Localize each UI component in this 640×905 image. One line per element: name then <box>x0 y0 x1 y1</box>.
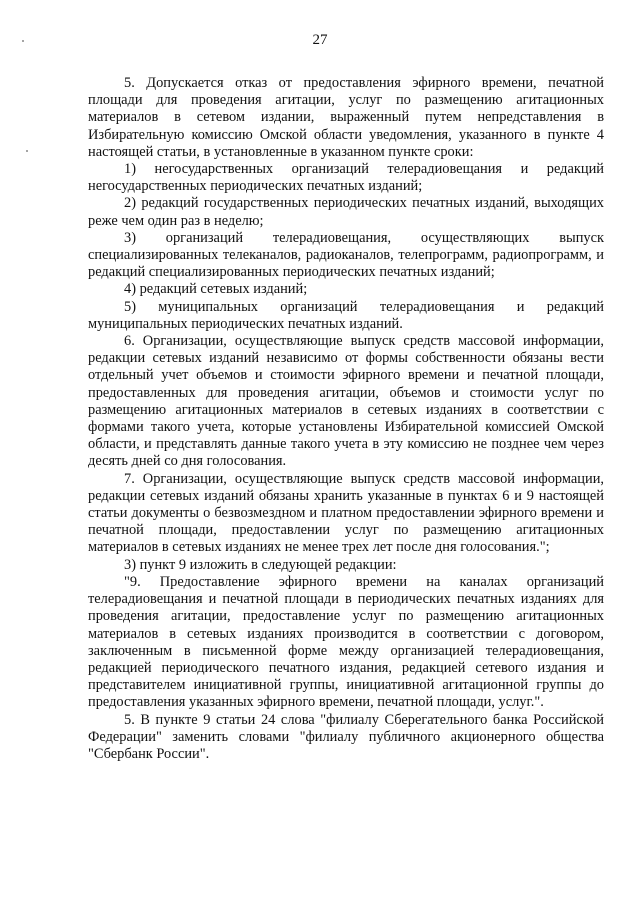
document-body <box>88 75 604 763</box>
subitem-5: 5) муниципальных организаций телерадиовещания и редакций муниципальных периодических печатных изданий. <box>88 298 604 332</box>
scan-speck <box>26 150 28 152</box>
paragraph-item-5: 5. Допускается отказ от предоставления эфирного времени, печатной площади для проведения агитации, услуг по размещению агитационных материалов в сетевом издании, выраженный путем непредставления в Избирательную комиссию Омской области уведомления, указанного в пункте 4 настоящей статьи, в установленные в указанном пункте сроки: <box>88 75 604 160</box>
subitem-3: 3) организаций телерадиовещания, осуществляющих выпуск специализированных телеканалов, радиоканалов, телепрограмм, радиопрограмм, и редакций специализированных периодических печатных изданий; <box>88 229 604 281</box>
amendment-point-3: 3) пункт 9 изложить в следующей редакции: <box>124 556 397 573</box>
subitem-1: 1) негосударственных организаций телерадиовещания и редакций негосударственных периодических печатных изданий; <box>88 161 604 195</box>
paragraph-item-9: "9. Предоставление эфирного времени на каналах организаций телерадиовещания и печатной площади в периодических печатных изданиях для проведения агитации, предоставление услуг по размещению агитационных материалов в сетевых изданиях производится в соответствии с договором, заключенным в письменной форме между организацией телерадиовещания, редакцией периодического печатного издания, редакцией сетевого издания и представителем инициативной группы, инициативной агитационной группы до предоставления указанных эфирного времени, печатной площади, услуг.". <box>88 573 604 711</box>
paragraph-item-6: 6. Организации, осуществляющие выпуск средств массовой информации, редакции сетевых изданий независимо от формы собственности обязаны вести отдельный учет объемов и стоимости эфирного времени и печатной площади, предоставленных для проведения агитации, объемов и стоимости услуг по размещению агитационных материалов в сетевых изданиях в соответствии с формами такого учета, которые установлены Избирательной комиссией Омской области, и представлять данные такого учета в эту комиссию не позднее чем через десять дней со дня голосования. <box>88 333 604 470</box>
paragraph-item-7: 7. Организации, осуществляющие выпуск средств массовой информации, редакции сетевых изданий обязаны хранить указанные в пунктах 6 и 9 настоящей статьи документы о безвозмездном и платном предоставлении эфирного времени и печатной площади, предоставлении услуг по размещению агитационных материалов в сетевых изданиях не менее трех лет после дня голосования."; <box>88 470 604 556</box>
subitem-4: 4) редакций сетевых изданий; <box>124 281 308 298</box>
page-number: 27 <box>312 32 328 48</box>
amendment-article-24: 5. В пункте 9 статьи 24 слова "филиалу Сберегательного банка Российской Федерации" заменить словами "филиалу публичного акционерного общества "Сбербанк России". <box>88 711 604 762</box>
subitem-2: 2) редакций государственных периодических печатных изданий, выходящих реже чем один раз в неделю; <box>88 195 604 229</box>
